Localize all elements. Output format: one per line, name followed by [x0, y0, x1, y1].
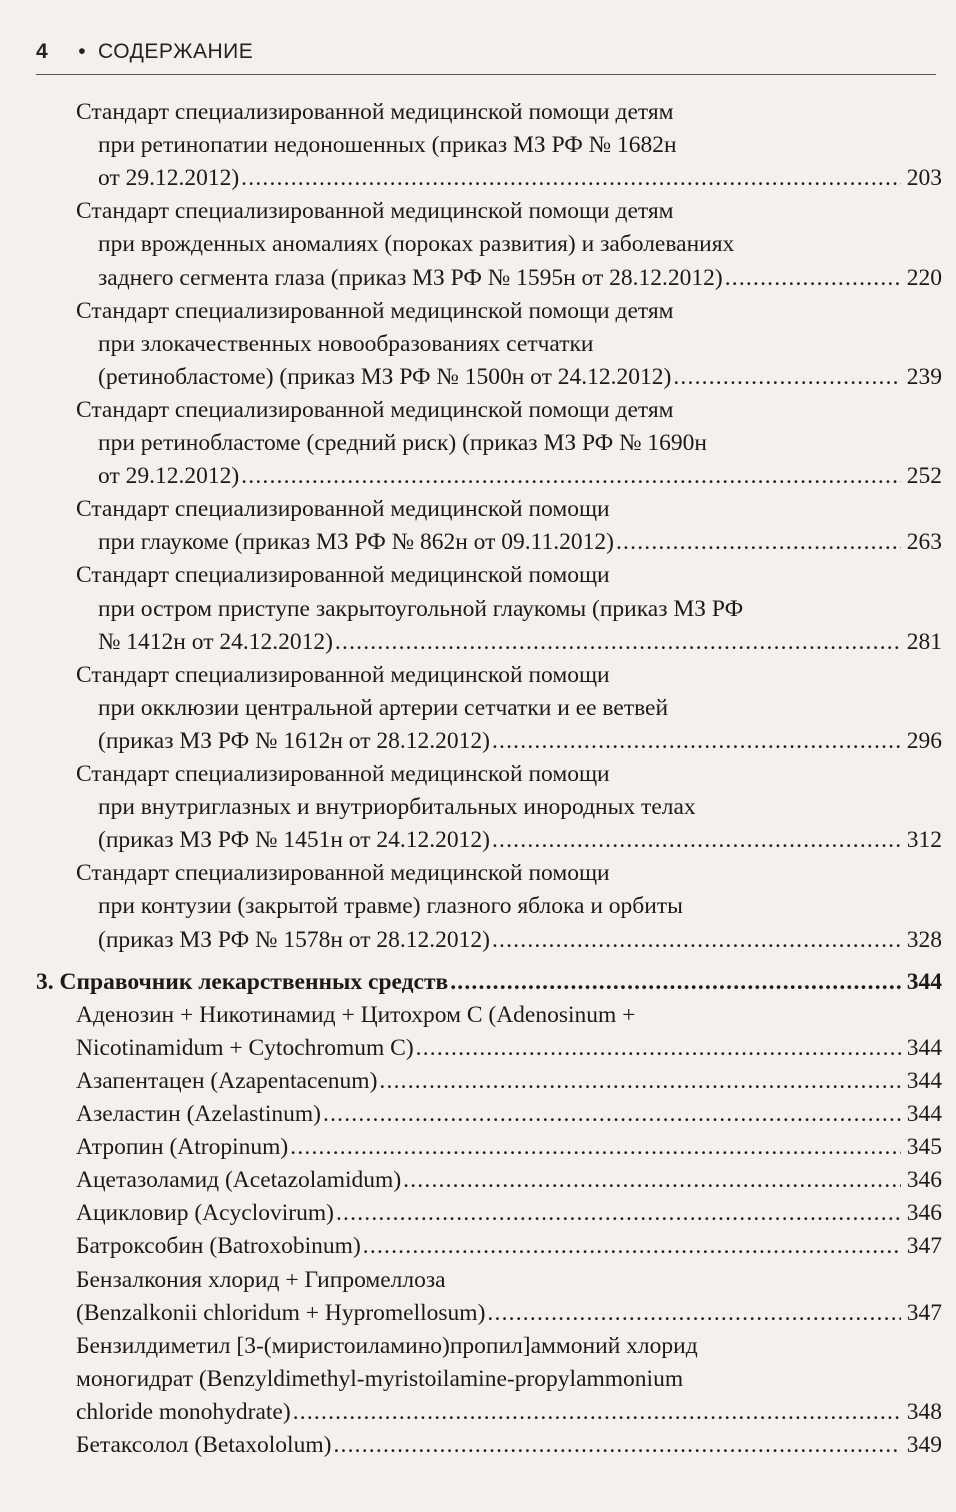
toc-entry-last-line: [76, 1197, 942, 1230]
toc-entry-text: Батроксобин (Batroxobinum): [76, 1233, 361, 1260]
dot-leader: [323, 1098, 901, 1131]
toc-page-number: 239: [906, 363, 942, 390]
dot-leader: [492, 924, 901, 957]
dot-leader: [487, 1297, 900, 1330]
toc-page-number: 296: [906, 727, 942, 754]
toc-row: [98, 725, 942, 758]
toc-entry-line: при внутриглазных и внутриорбитальных инородных телах: [98, 794, 696, 821]
dot-leader: [450, 966, 901, 999]
dot-leader: [241, 460, 901, 493]
toc-entry-last-line: [98, 361, 942, 394]
toc-row: [98, 824, 942, 857]
toc-entry-text: (Benzalkonii chloridum + Hypromellosum): [76, 1299, 486, 1326]
toc-row: [76, 1230, 942, 1263]
toc-row: [76, 1098, 942, 1131]
toc-row: [98, 924, 942, 957]
toc-entry-text: (ретинобластоме) (приказ МЗ РФ № 1500н от 24.12.2012): [98, 363, 672, 390]
toc-row: [98, 626, 942, 659]
toc-entry-last-line: [76, 1429, 942, 1462]
toc-entry-text: от 29.12.2012): [98, 165, 240, 192]
toc-entry-line: при ретинопатии недоношенных (приказ МЗ РФ № 1682н: [98, 132, 677, 159]
toc-entry-text: (приказ МЗ РФ № 1578н от 28.12.2012): [98, 926, 490, 953]
toc-page-number: 349: [906, 1432, 942, 1458]
toc-row: [76, 1297, 942, 1330]
toc-page-number: 346: [906, 1200, 942, 1227]
toc-entry-text: Ацетазоламид (Acetazolamidum): [76, 1167, 402, 1194]
toc-page-number: 346: [906, 1167, 942, 1194]
toc-page-number: 344: [906, 1067, 942, 1094]
bullet: •: [78, 40, 87, 63]
dot-leader: [725, 262, 901, 295]
toc-entry-last-line: [98, 725, 942, 758]
toc-entry-last-line: [98, 824, 942, 857]
dot-leader: [673, 361, 900, 394]
toc-row: [36, 966, 942, 999]
toc-entry-last-line: [36, 966, 942, 999]
toc-entry-line: Стандарт специализированной медицинской помощи детям: [76, 297, 674, 324]
dot-leader: [616, 526, 901, 559]
toc-entry-last-line: [98, 460, 942, 493]
toc-row: [98, 460, 942, 493]
toc-entry-last-line: [76, 1297, 942, 1330]
toc-entry-line: при ретинобластоме (средний риск) (приказ МЗ РФ № 1690н: [98, 430, 707, 456]
toc-entry-last-line: [98, 626, 942, 659]
page-number: 4: [36, 40, 49, 63]
toc-row: [76, 1131, 942, 1164]
toc-entry-text: (приказ МЗ РФ № 1451н от 24.12.2012): [98, 827, 490, 854]
toc-entry-text: Бетаксолол (Betaxololum): [76, 1432, 332, 1458]
toc-page-number: 203: [906, 165, 942, 192]
toc-entry-last-line: [76, 1164, 942, 1197]
toc-entry-last-line: [98, 526, 942, 559]
toc-entry-text: chloride monohydrate): [76, 1398, 291, 1425]
toc-entry-line: при злокачественных новообразованиях сетчатки: [98, 330, 594, 357]
toc-page-number: 344: [906, 1034, 942, 1061]
toc-entry-line: Стандарт специализированной медицинской помощи детям: [76, 198, 674, 225]
dot-leader: [363, 1230, 901, 1263]
dot-leader: [241, 162, 901, 195]
toc-entry-text: № 1412н от 24.12.2012): [98, 628, 333, 655]
toc-entry-last-line: [76, 1032, 942, 1065]
toc-entry-line: при контузии (закрытой травме) глазного яблока и орбиты: [98, 893, 683, 920]
toc-page-number: 347: [906, 1233, 942, 1260]
toc-entry-line: Стандарт специализированной медицинской помощи: [76, 661, 610, 688]
toc-entry-line: Стандарт специализированной медицинской помощи: [76, 860, 610, 887]
toc-page-number: 281: [906, 628, 942, 655]
toc-entry-line: Стандарт специализированной медицинской помощи детям: [76, 99, 674, 125]
toc-entry-text: Ацикловир (Acyclovirum): [76, 1200, 334, 1227]
toc-page-number: 312: [906, 827, 942, 854]
dot-leader: [290, 1131, 901, 1164]
toc-row: [76, 1032, 942, 1065]
toc-entry-last-line: [98, 162, 942, 195]
toc-entry-text: при глаукоме (приказ МЗ РФ № 862н от 09.11.2012): [98, 529, 614, 556]
toc-entry-last-line: [76, 1065, 942, 1098]
dot-leader: [293, 1396, 901, 1429]
toc-entry-text: (приказ МЗ РФ № 1612н от 28.12.2012): [98, 727, 490, 754]
dot-leader: [336, 1197, 901, 1230]
toc-entry-line: Стандарт специализированной медицинской помощи: [76, 496, 610, 523]
toc-entry-line: Бензалкония хлорид + Гипромеллоза: [76, 1266, 446, 1293]
toc-page-number: 344: [906, 1101, 942, 1127]
dot-leader: [335, 626, 901, 659]
toc-entry-text: Азапентацен (Azapentacenum): [76, 1067, 378, 1094]
toc-entry-last-line: [98, 262, 942, 295]
dot-leader: [403, 1164, 901, 1197]
toc-page-number: 328: [906, 926, 942, 953]
dot-leader: [492, 824, 901, 857]
toc-entry-text: заднего сегмента глаза (приказ МЗ РФ № 1595н от 28.12.2012): [98, 264, 723, 291]
toc-entry-last-line: [76, 1396, 942, 1429]
toc-row: [76, 1429, 942, 1462]
toc-row: [76, 1164, 942, 1197]
dot-leader: [333, 1429, 900, 1462]
toc-page-number: 263: [906, 529, 942, 556]
toc-entry-last-line: [98, 924, 942, 957]
toc-entry-text: Атропин (Atropinum): [76, 1134, 289, 1161]
toc-page-number: 348: [906, 1398, 942, 1425]
toc-entry-text: Азеластин (Azelastinum): [76, 1101, 321, 1127]
dot-leader: [492, 725, 901, 758]
toc-row: [76, 1396, 942, 1429]
toc-entry-line: Стандарт специализированной медицинской помощи: [76, 562, 610, 589]
toc-entry-line: при врожденных аномалиях (пороках развития) и заболеваниях: [98, 231, 735, 258]
toc-entry-line: при окклюзии центральной артерии сетчатки и ее ветвей: [98, 694, 669, 721]
toc-page-number: 345: [906, 1134, 942, 1161]
toc-entry-line: Стандарт специализированной медицинской помощи детям: [76, 396, 674, 423]
toc-page-number: 344: [906, 968, 942, 995]
toc-row: [98, 162, 942, 195]
dot-leader: [416, 1032, 901, 1065]
toc-entry-line: Стандарт специализированной медицинской помощи: [76, 761, 610, 787]
toc-row: [98, 361, 942, 394]
toc-page-number: 347: [906, 1299, 942, 1326]
toc-entry-line: Аденозин + Никотинамид + Цитохром С (Adenosinum +: [76, 1001, 636, 1028]
toc-entry-last-line: [76, 1098, 942, 1131]
toc-row: [76, 1197, 942, 1230]
dot-leader: [379, 1065, 900, 1098]
toc-entry-text: от 29.12.2012): [98, 463, 240, 490]
toc-row: [98, 526, 942, 559]
toc-row: [76, 1065, 942, 1098]
toc-entry-text: Nicotinamidum + Cytochromum C): [76, 1034, 414, 1061]
toc-page-number: 252: [906, 463, 942, 490]
toc-entry-last-line: [76, 1131, 942, 1164]
toc-entry-line: Бензилдиметил [3-(миристоиламино)пропил]аммоний хлорид: [76, 1332, 698, 1359]
toc-entry-text: 3. Справочник лекарственных средств: [36, 968, 449, 995]
toc-row: [98, 262, 942, 295]
toc-entry-last-line: [76, 1230, 942, 1263]
toc-entry-line: при остром приступе закрытоугольной глаукомы (приказ МЗ РФ: [98, 595, 744, 622]
toc-entry-line: моногидрат (Benzyldimethyl-myristoilamine-propylammonium: [76, 1365, 684, 1392]
toc-page-number: 220: [906, 264, 942, 291]
section-title: СОДЕРЖАНИЕ: [98, 40, 254, 63]
